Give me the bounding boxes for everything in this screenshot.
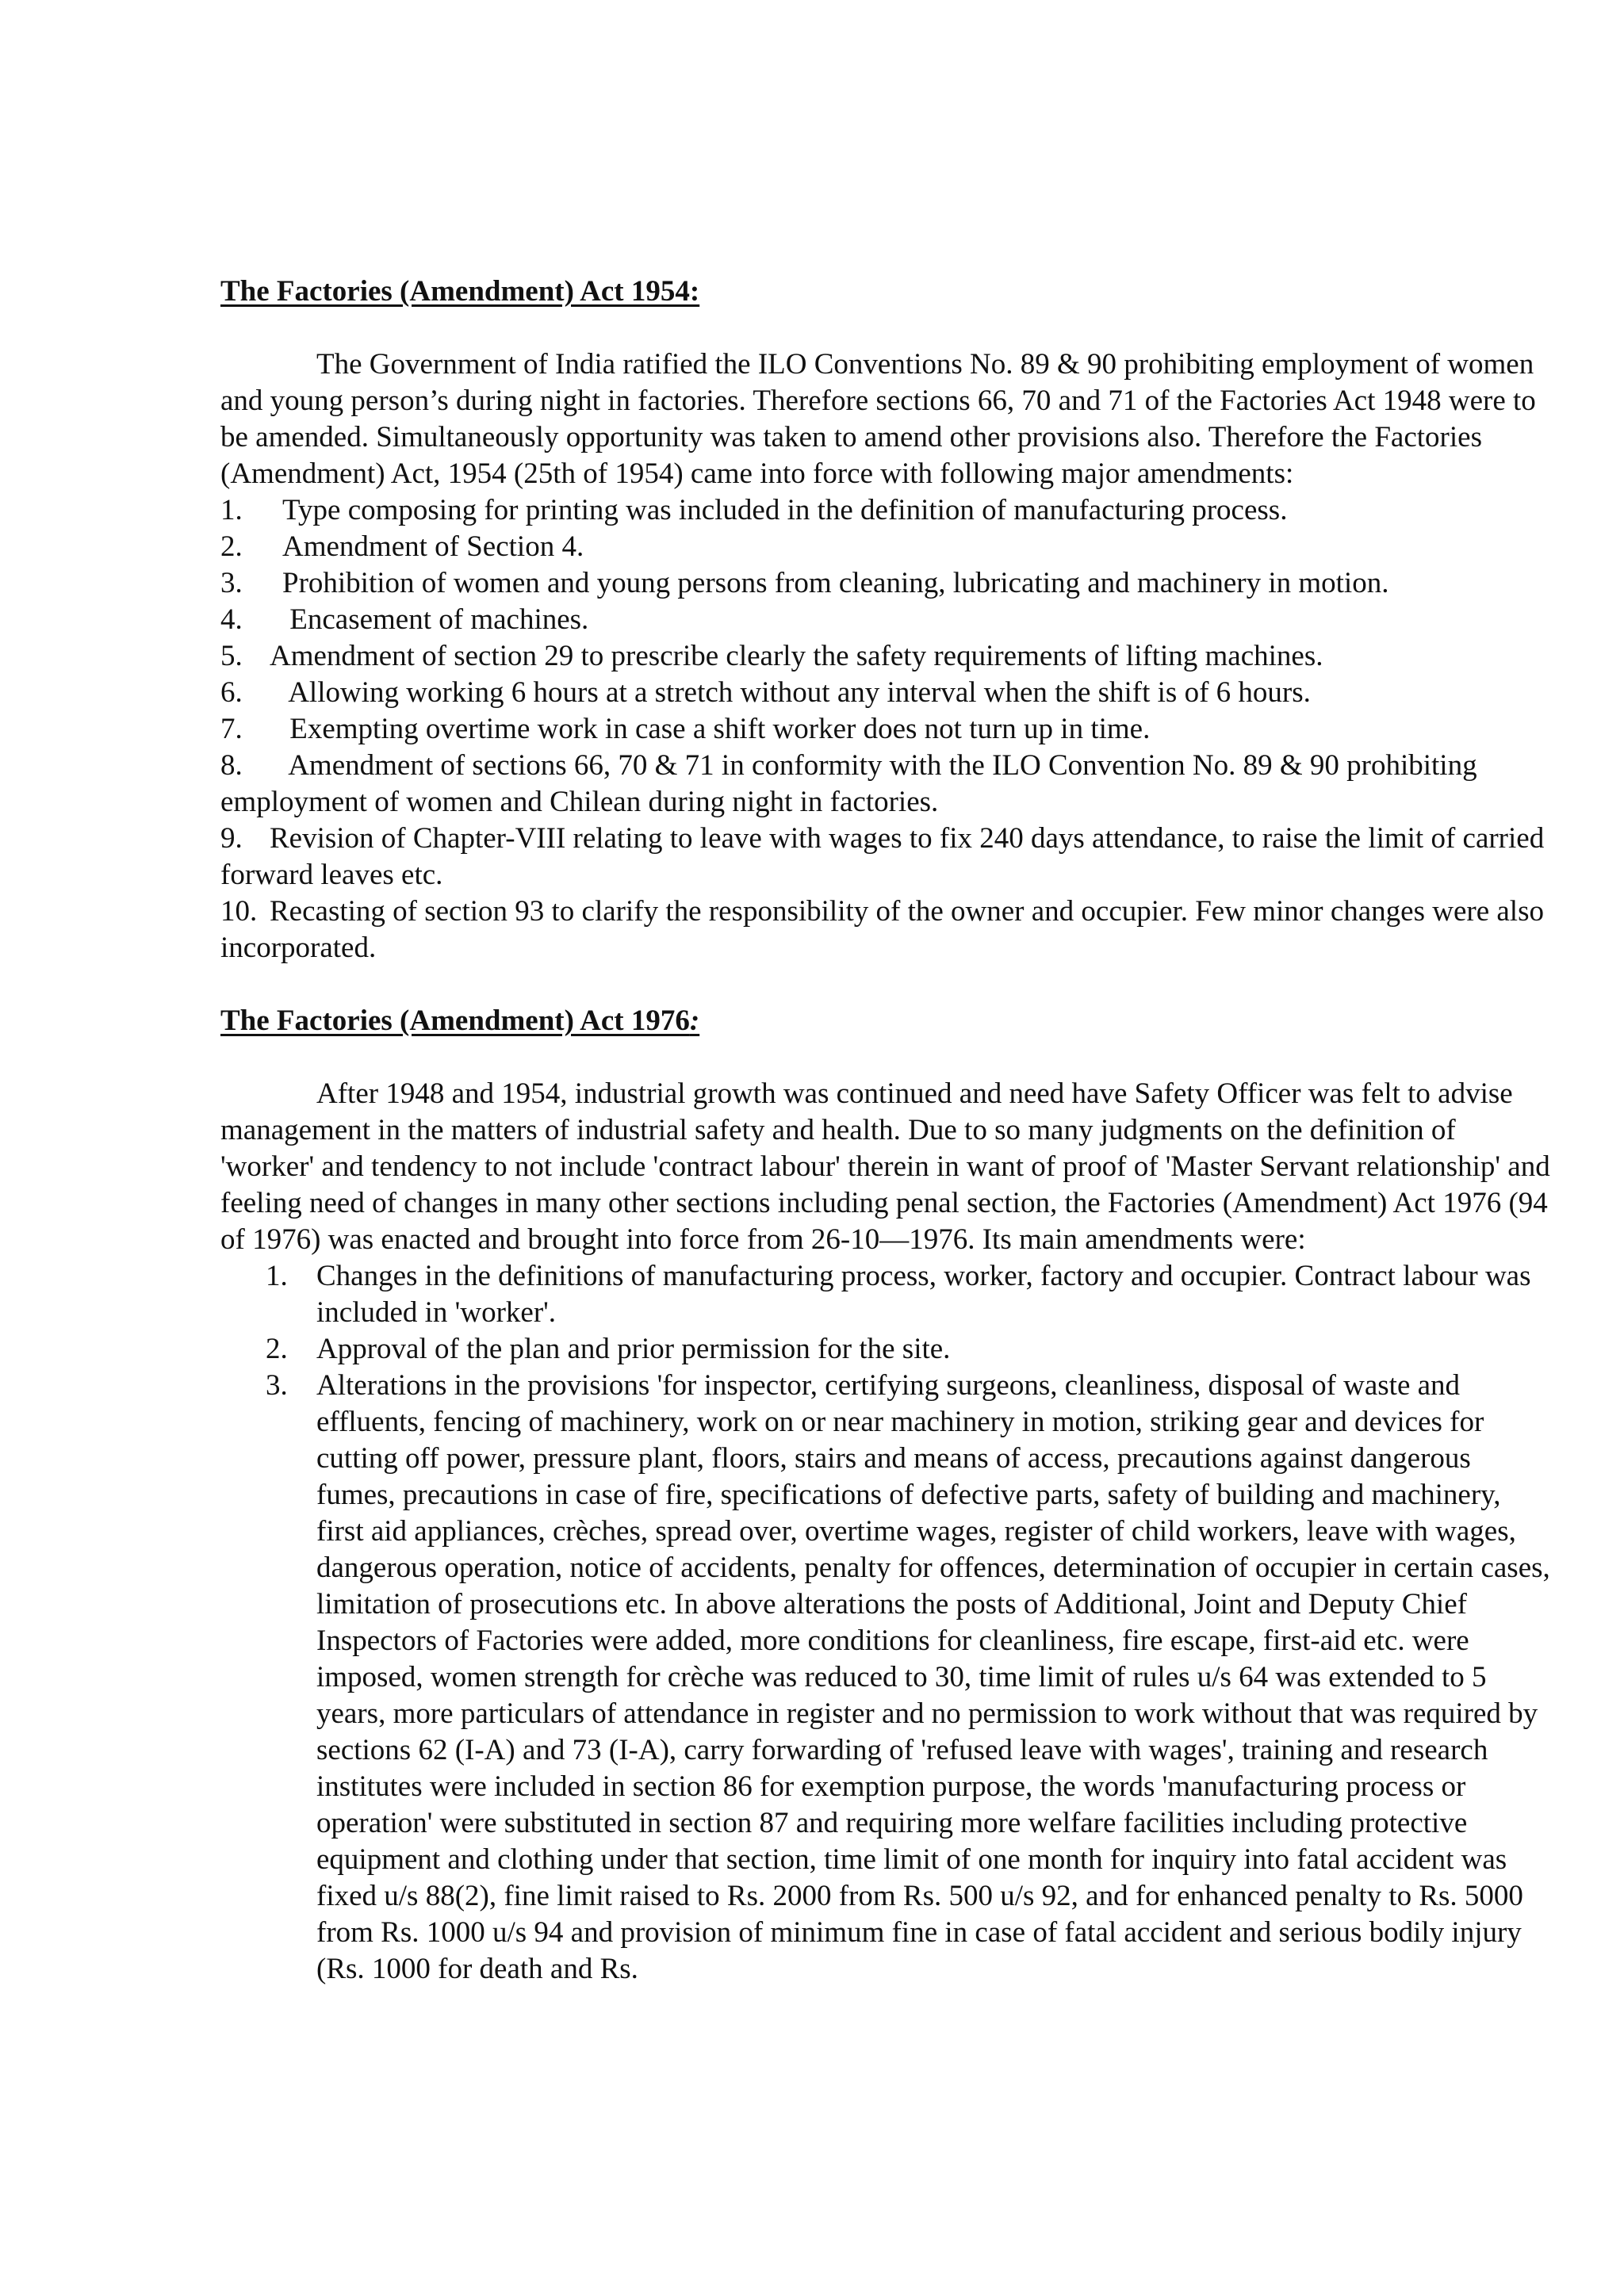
list-item <box>220 638 1553 675</box>
section-heading-1976-text: The Factories (Amendment) Act 1976 <box>220 1004 690 1037</box>
list-item-text: Changes in the definitions of manufacturing process, worker, factory and occupier. Contract labour was included in 'worker'. <box>316 1260 1531 1329</box>
list-item <box>220 711 1553 748</box>
spacer <box>220 1039 1553 1076</box>
list-item <box>220 492 1553 529</box>
list-item <box>220 894 1553 966</box>
list-item <box>220 1331 1553 1368</box>
list-item-text: Amendment of section 29 to prescribe clearly the safety requirements of lifting machines. <box>270 640 1323 672</box>
list-item-number: 2. <box>266 1333 288 1365</box>
section-intro-1976: After 1948 and 1954, industrial growth was continued and need have Safety Officer was felt to advise management in the matters of industrial safety and health. Due to so many judgments on the definition of 'worker' and tendency to not include 'contract labour' therein in want of proof of 'Master Servant relationship' and feeling need of changes in many other sections including penal section, the Factories (Amendment) Act 1976 (94 of 1976) was enacted and brought into force from 26-10—1976. Its main amendments were: <box>220 1077 1550 1256</box>
list-item-number: 2. <box>220 530 243 563</box>
list-item-text: Revision of Chapter-VIII relating to leave with wages to fix 240 days attendance, to raise the limit of carried forward leaves etc. <box>220 822 1545 891</box>
list-item-number: 8. <box>220 749 243 782</box>
list-item <box>220 529 1553 565</box>
section-heading-1976-colon: : <box>689 1004 700 1037</box>
spacer <box>220 966 1553 1003</box>
list-item-number: 6. <box>220 676 243 709</box>
list-item-text: Alterations in the provisions 'for inspector, certifying surgeons, cleanliness, disposal of waste and effluents, fencing of machinery, work on or near machinery in motion, striking gear and devices for cutting off power, pressure plant, floors, stairs and means of access, precautions against dangerous fumes, precautions in case of fire, specifications of defective parts, safety of building and machinery, first aid appliances, crèches, spread over, overtime wages, register of child workers, leave with wages, dangerous operation, notice of accidents, penalty for offences, determination of occupier in certain cases, limitation of prosecutions etc. In above alterations the posts of Additional, Joint and Deputy Chief Inspectors of Factories were added, more conditions for cleanliness, fire escape, first-aid etc. were imposed, women strength for crèche was reduced to 30, time limit of rules u/s 64 was extended to 5 years, more particulars of attendance in register and no permission to work without that was required by sections 62 (I-A) and 73 (I-A), carry forwarding of 'refused leave with wages', training and research institutes were included in section 86 for exemption purpose, the words 'manufacturing process or operation' were substituted in section 87 and requiring more welfare facilities including protective equipment and clothing under that section, time limit of one month for inquiry into fatal accident was fixed u/s 88(2), fine limit raised to Rs. 2000 from Rs. 500 u/s 92, and for enhanced penalty to Rs. 5000 from Rs. 1000 u/s 94 and provision of minimum fine in case of fatal accident and serious bodily injury (Rs. 1000 for death and Rs. <box>316 1369 1550 1985</box>
list-item-number: 7. <box>220 713 243 745</box>
list-item-number: 3. <box>220 567 243 599</box>
list-item-number: 4. <box>220 603 243 636</box>
list-item-text: Prohibition of women and young persons from cleaning, lubricating and machinery in motion. <box>282 567 1389 599</box>
list-item-number: 3. <box>266 1369 288 1402</box>
list-item <box>220 1258 1553 1331</box>
list-item-number: 5. <box>220 640 243 672</box>
list-item <box>220 748 1553 821</box>
spacer <box>220 310 1553 346</box>
list-item <box>220 565 1553 602</box>
section-intro-1954: The Government of India ratified the ILO Conventions No. 89 & 90 prohibiting employment of women and young person’s during night in factories. Therefore sections 66, 70 and 71 of the Factories Act 1948 were to be amended. Simultaneously opportunity was taken to amend other provisions also. Therefore the Factories (Amendment) Act, 1954 (25th of 1954) came into force with following major amendments: <box>220 348 1536 490</box>
list-item-text: Allowing working 6 hours at a stretch without any interval when the shift is of 6 hours. <box>282 676 1311 709</box>
list-item <box>220 821 1553 894</box>
list-item-text: Amendment of sections 66, 70 & 71 in conformity with the ILO Convention No. 89 & 90 prohibiting employment of women and Chilean during night in factories. <box>220 749 1477 818</box>
list-item-text: Encasement of machines. <box>282 603 589 636</box>
list-item-text: Approval of the plan and prior permission for the site. <box>316 1333 951 1365</box>
amendment-list-1954 <box>220 492 1553 966</box>
section-heading-1954-text: The Factories (Amendment) Act 1954: <box>220 275 700 308</box>
list-item-text: Type composing for printing was included in the definition of manufacturing process. <box>282 494 1288 526</box>
list-item-text: Amendment of Section 4. <box>282 530 584 563</box>
section-heading-1976 <box>220 1003 1553 1039</box>
amendment-list-1976 <box>220 1258 1553 1988</box>
list-item <box>220 602 1553 638</box>
list-item <box>220 675 1553 711</box>
list-item <box>220 1368 1553 1988</box>
list-item-text: Exempting overtime work in case a shift worker does not turn up in time. <box>282 713 1151 745</box>
list-item-number: 9. <box>220 822 243 855</box>
document-body <box>220 274 1553 1988</box>
section-heading-1954 <box>220 274 1553 310</box>
list-item-number: 10. <box>220 895 258 928</box>
list-item-number: 1. <box>266 1260 288 1292</box>
list-item-number: 1. <box>220 494 243 526</box>
list-item-text: Recasting of section 93 to clarify the responsibility of the owner and occupier. Few minor changes were also incorporated. <box>220 895 1544 964</box>
